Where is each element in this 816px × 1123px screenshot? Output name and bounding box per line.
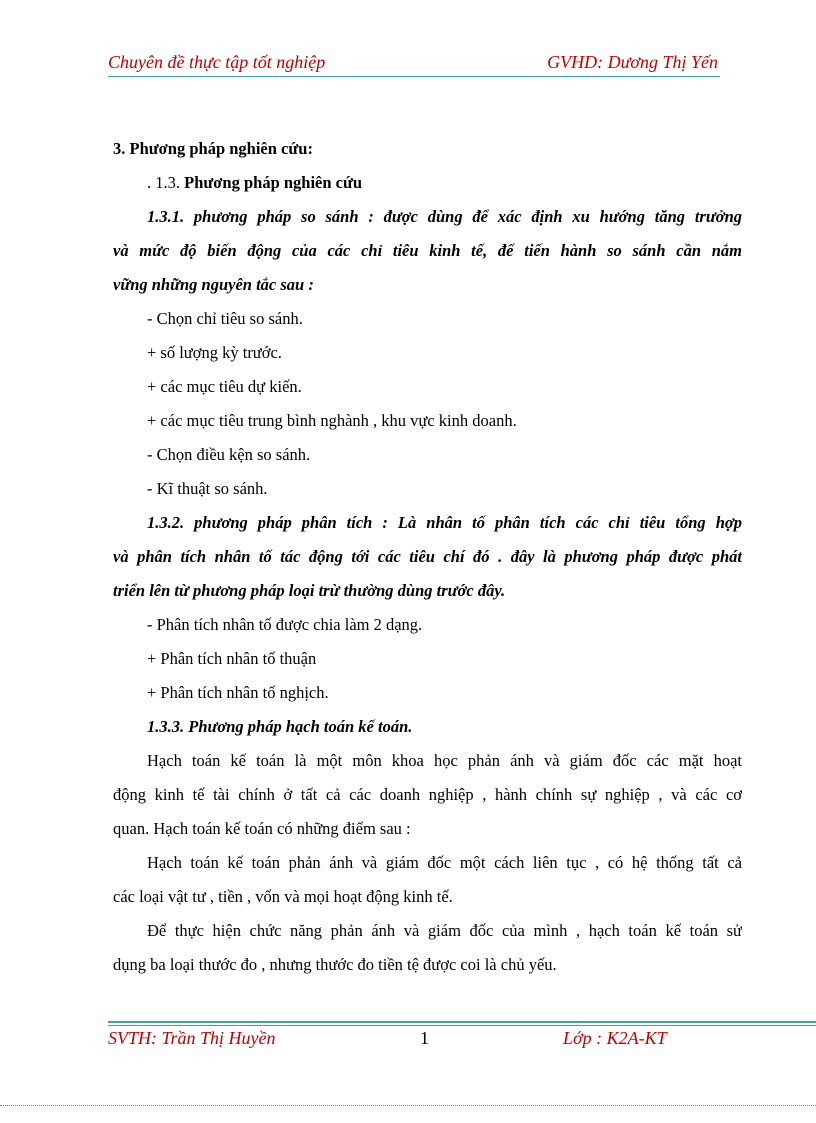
page-header <box>108 52 740 78</box>
page-number: 1 <box>420 1028 429 1048</box>
header-document-title: Chuyên đề thực tập tốt nghiệp <box>108 52 326 72</box>
paragraph-line: dụng ba loại thước đo , nhưng thước đo tiền tệ được coi là chủ yếu. <box>113 955 557 974</box>
list-item: - Chọn chỉ tiêu so sánh. <box>147 309 303 328</box>
paragraph-132-line: 1.3.2. phương pháp phân tích : Là nhân tố phân tích các chỉ tiêu tổng hợp <box>147 513 742 532</box>
paragraph-131-line: và mức độ biến động của các chỉ tiêu kinh tế, để tiến hành so sánh cần nắm <box>113 241 742 260</box>
list-item: - Phân tích nhân tố được chia làm 2 dạng. <box>147 615 423 634</box>
section-title: 3. Phương pháp nghiên cứu: <box>113 139 313 158</box>
paragraph-132-line: triển lên từ phương pháp loại trừ thường dùng trước đây. <box>113 581 506 600</box>
footer-class: Lớp : K2A-KT <box>563 1028 667 1048</box>
paragraph-132-line: và phân tích nhân tố tác động tới các tiêu chí đó . đây là phương pháp được phát <box>113 547 742 566</box>
list-item: + các mục tiêu dự kiến. <box>147 377 302 396</box>
list-item: + các mục tiêu trung bình nghành , khu vực kinh doanh. <box>147 411 517 430</box>
list-item: + Phân tích nhân tố nghịch. <box>147 683 329 702</box>
paragraph-line: Hạch toán kế toán phản ánh và giám đốc một cách liên tục , có hệ thống tất cả <box>147 853 742 872</box>
list-item: - Kĩ thuật so sánh. <box>147 479 268 498</box>
paragraph-line: Hạch toán kế toán là một môn khoa học phản ánh và giám đốc các mặt hoạt <box>147 751 742 770</box>
footer-rule-inner <box>108 1025 816 1026</box>
heading-133: 1.3.3. Phương pháp hạch toán kế toán. <box>147 717 413 736</box>
subsection-number: . 1.3. <box>147 173 185 192</box>
paragraph-131-line: 1.3.1. phương pháp so sánh : được dùng để xác định xu hướng tăng trưởng <box>147 207 742 226</box>
list-item: + số lượng kỳ trước. <box>147 343 282 362</box>
paragraph-line: các loại vật tư , tiền , vốn và mọi hoạt động kinh tế. <box>113 887 453 906</box>
page-bottom-border <box>0 1105 816 1106</box>
page-footer <box>108 1028 740 1054</box>
header-rule <box>108 76 720 77</box>
subsection-heading <box>113 166 742 200</box>
document-body <box>113 132 742 982</box>
list-item: - Chọn điều kện so sánh. <box>147 445 311 464</box>
subsection-title: Phương pháp nghiên cứu <box>184 173 363 192</box>
header-advisor: GVHD: Dương Thị Yến <box>547 52 718 72</box>
paragraph-131-line: vững những nguyên tắc sau : <box>113 275 314 294</box>
footer-rule <box>108 1021 816 1023</box>
footer-student: SVTH: Trần Thị Huyền <box>108 1028 276 1048</box>
list-item: + Phân tích nhân tố thuận <box>147 649 317 668</box>
paragraph-line: quan. Hạch toán kế toán có những điểm sau : <box>113 819 411 838</box>
paragraph-line: động kinh tế tài chính ở tất cả các doanh nghiệp , hành chính sự nghiệp , và các cơ <box>113 785 742 804</box>
paragraph-line: Để thực hiện chức năng phản ánh và giám đốc của mình , hạch toán kế toán sử <box>147 921 742 940</box>
